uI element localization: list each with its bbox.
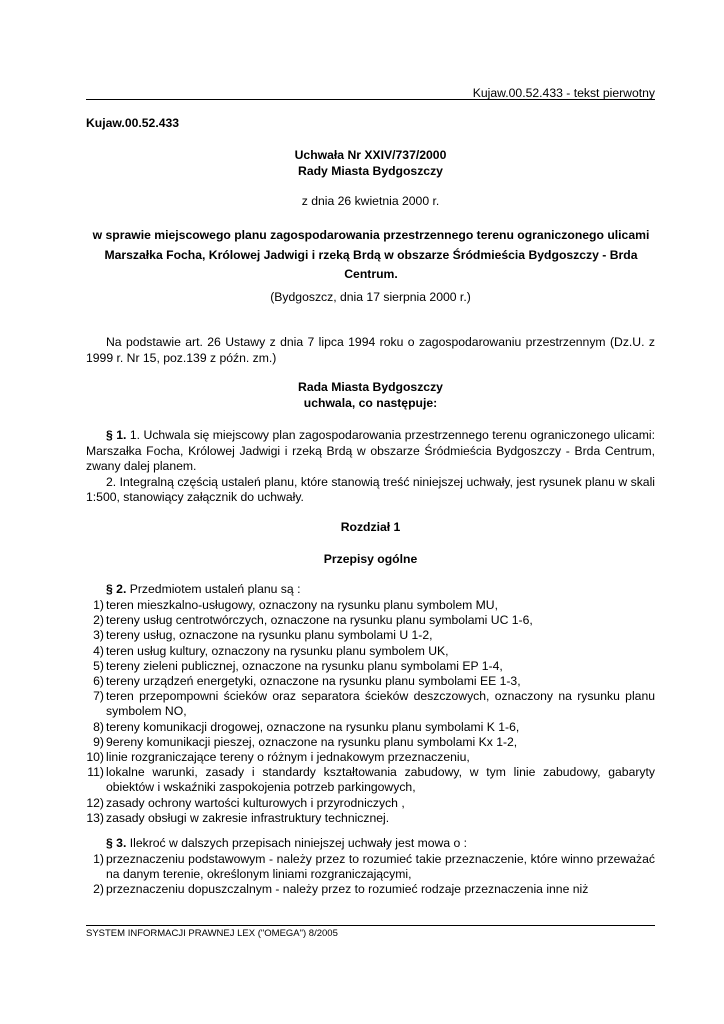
list-item-number: 6) — [93, 674, 104, 689]
section-3-list-item — [86, 852, 655, 882]
list-item-number: 8) — [93, 719, 104, 734]
list-item-text: tereny urządzeń energetyki, oznaczone na rysunku planu symbolami EE 1-3, — [106, 674, 521, 689]
section-2-list-item — [86, 811, 655, 826]
list-item-text: zasady ochrony wartości kulturowych i przyrodniczych , — [106, 795, 405, 810]
list-item-text: teren mieszkalno-usługowy, oznaczony na rysunku planu symbolem MU, — [106, 598, 498, 612]
list-item-number: 1) — [93, 598, 104, 612]
chapter-subtitle: Przepisy ogólne — [323, 552, 418, 566]
list-item-number: 13) — [86, 810, 104, 825]
list-item-number: 2) — [93, 613, 104, 628]
section-1 — [86, 428, 655, 506]
list-item-text: zasady obsługi w zakresie infrastruktury technicznej. — [106, 810, 390, 825]
resolution-title: Uchwała Nr XXIV/737/2000 — [294, 148, 447, 162]
section-2-list-item — [86, 750, 655, 765]
list-item-number: 12) — [86, 795, 104, 810]
section-1-text-1: 1. Uchwala się miejscowy plan zagospodarowania przestrzennego terenu ograniczonego ulicami: Marszałka Focha, Królowej Jadwigi i rzeką Brdą w obszarze Śródmieścia Bydgoszczy - Brda Centrum, zwany dalej planem. — [86, 428, 655, 473]
section-2-list-item — [86, 765, 655, 795]
section-2-list-item — [86, 720, 655, 735]
section-2-list-item — [86, 644, 655, 659]
section-2-list-item — [86, 689, 655, 719]
header-reference: Kujaw.00.52.433 - tekst pierwotny — [472, 86, 655, 100]
section-2-mark: § 2. — [106, 582, 127, 596]
section-3-list-item — [86, 882, 655, 897]
list-item-number: 1) — [93, 852, 104, 866]
list-item-number: 9) — [93, 734, 104, 749]
header-divider — [86, 99, 655, 100]
document-id: Kujaw.00.52.433 — [86, 116, 180, 130]
section-1-mark: § 1. — [106, 428, 127, 442]
section-2-list-item — [86, 628, 655, 643]
section-2-list-item — [86, 613, 655, 628]
list-item-text: linie rozgraniczające tereny o różnym i jednakowym przeznaczeniu, — [106, 750, 470, 765]
section-2-list-item — [86, 735, 655, 750]
list-item-text: 9ereny komunikacji pieszej, oznaczone na rysunku planu symbolami Kx 1-2, — [106, 734, 518, 749]
list-item-text: teren usług kultury, oznaczony na rysunku planu symbolem UK, — [106, 643, 449, 658]
list-item-text: tereny komunikacji drogowej, oznaczone na rysunku planu symbolami K 1-6, — [106, 719, 520, 734]
list-item-text: przeznaczeniu dopuszczalnym - należy przez to rozumieć rodzaje przeznaczenia inne niż — [106, 882, 589, 897]
resolves-heading: uchwala, co następuje: — [303, 396, 438, 410]
list-item-text: teren przepompowni ścieków oraz separatora ścieków deszczowych, oznaczony na rysunku planu symbolem NO, — [106, 689, 655, 719]
resolution-issuer: Rady Miasta Bydgoszczy — [298, 164, 443, 178]
list-item-text: lokalne warunki, zasady i standardy kształtowania zabudowy, w tym linie zabudowy, gabaryty obiektów i wskaźniki zaspokojenia potrzeb parkingowych, — [106, 765, 655, 795]
section-1-paragraph-2: 2. Integralną częścią ustaleń planu, które stanowią treść niniejszej uchwały, jest rysunek planu w skali 1:500, stanowiący załącznik do uchwały. — [86, 474, 655, 504]
footer-divider — [86, 925, 655, 926]
section-2-list — [86, 598, 655, 826]
section-2-list-item — [86, 598, 655, 613]
footer-text: SYSTEM INFORMACJI PRAWNEJ LEX ("OMEGA") 8/2005 — [86, 928, 338, 939]
list-item-number: 3) — [93, 628, 104, 643]
publication-date: (Bydgoszcz, dnia 17 sierpnia 2000 r.) — [270, 290, 471, 304]
section-3-list — [86, 852, 655, 898]
list-item-number: 5) — [93, 658, 104, 673]
list-item-number: 2) — [93, 882, 104, 897]
preamble: Na podstawie art. 26 Ustawy z dnia 7 lipca 1994 roku o zagospodarowaniu przestrzennym (Dz.U. z 1999 r. Nr 15, poz.139 z późn. zm.) — [86, 335, 655, 365]
list-item-number: 10) — [86, 750, 104, 765]
section-2-list-item — [86, 659, 655, 674]
list-item-text: przeznaczeniu podstawowym - należy przez to rozumieć takie przeznaczenie, które winno przeważać na danym terenie, określonym liniami rozgraniczającymi, — [106, 852, 655, 882]
list-item-text: tereny zieleni publicznej, oznaczone na rysunku planu symbolami EP 1-4, — [106, 658, 503, 673]
list-item-text: tereny usług, oznaczone na rysunku planu symbolami U 1-2, — [106, 628, 433, 643]
section-1-paragraph-1 — [86, 428, 655, 475]
section-3-intro — [86, 836, 655, 851]
section-2-list-item — [86, 796, 655, 811]
resolution-date: z dnia 26 kwietnia 2000 r. — [301, 194, 440, 208]
section-2-list-item — [86, 674, 655, 689]
section-3-mark: § 3. — [106, 836, 127, 850]
council-name: Rada Miasta Bydgoszczy — [298, 380, 443, 394]
list-item-text: tereny usług centrotwórczych, oznaczone na rysunku planu symbolami UC 1-6, — [106, 613, 533, 628]
chapter-title: Rozdział 1 — [340, 520, 401, 534]
list-item-number: 7) — [93, 689, 104, 704]
section-3-intro-text: Ilekroć w dalszych przepisach niniejszej uchwały jest mowa o : — [129, 836, 468, 850]
section-2-intro — [86, 582, 655, 597]
resolution-subject: w sprawie miejscowego planu zagospodarowania przestrzennego terenu ograniczonego ulicami Marszałka Focha, Królowej Jadwigi i rzeką Brdą w obszarze Śródmieścia Bydgoszczy - Brda Centrum. — [92, 228, 650, 281]
list-item-number: 4) — [93, 643, 104, 658]
section-2-intro-text: Przedmiotem ustaleń planu są : — [129, 582, 301, 596]
list-item-number: 11) — [87, 765, 104, 780]
